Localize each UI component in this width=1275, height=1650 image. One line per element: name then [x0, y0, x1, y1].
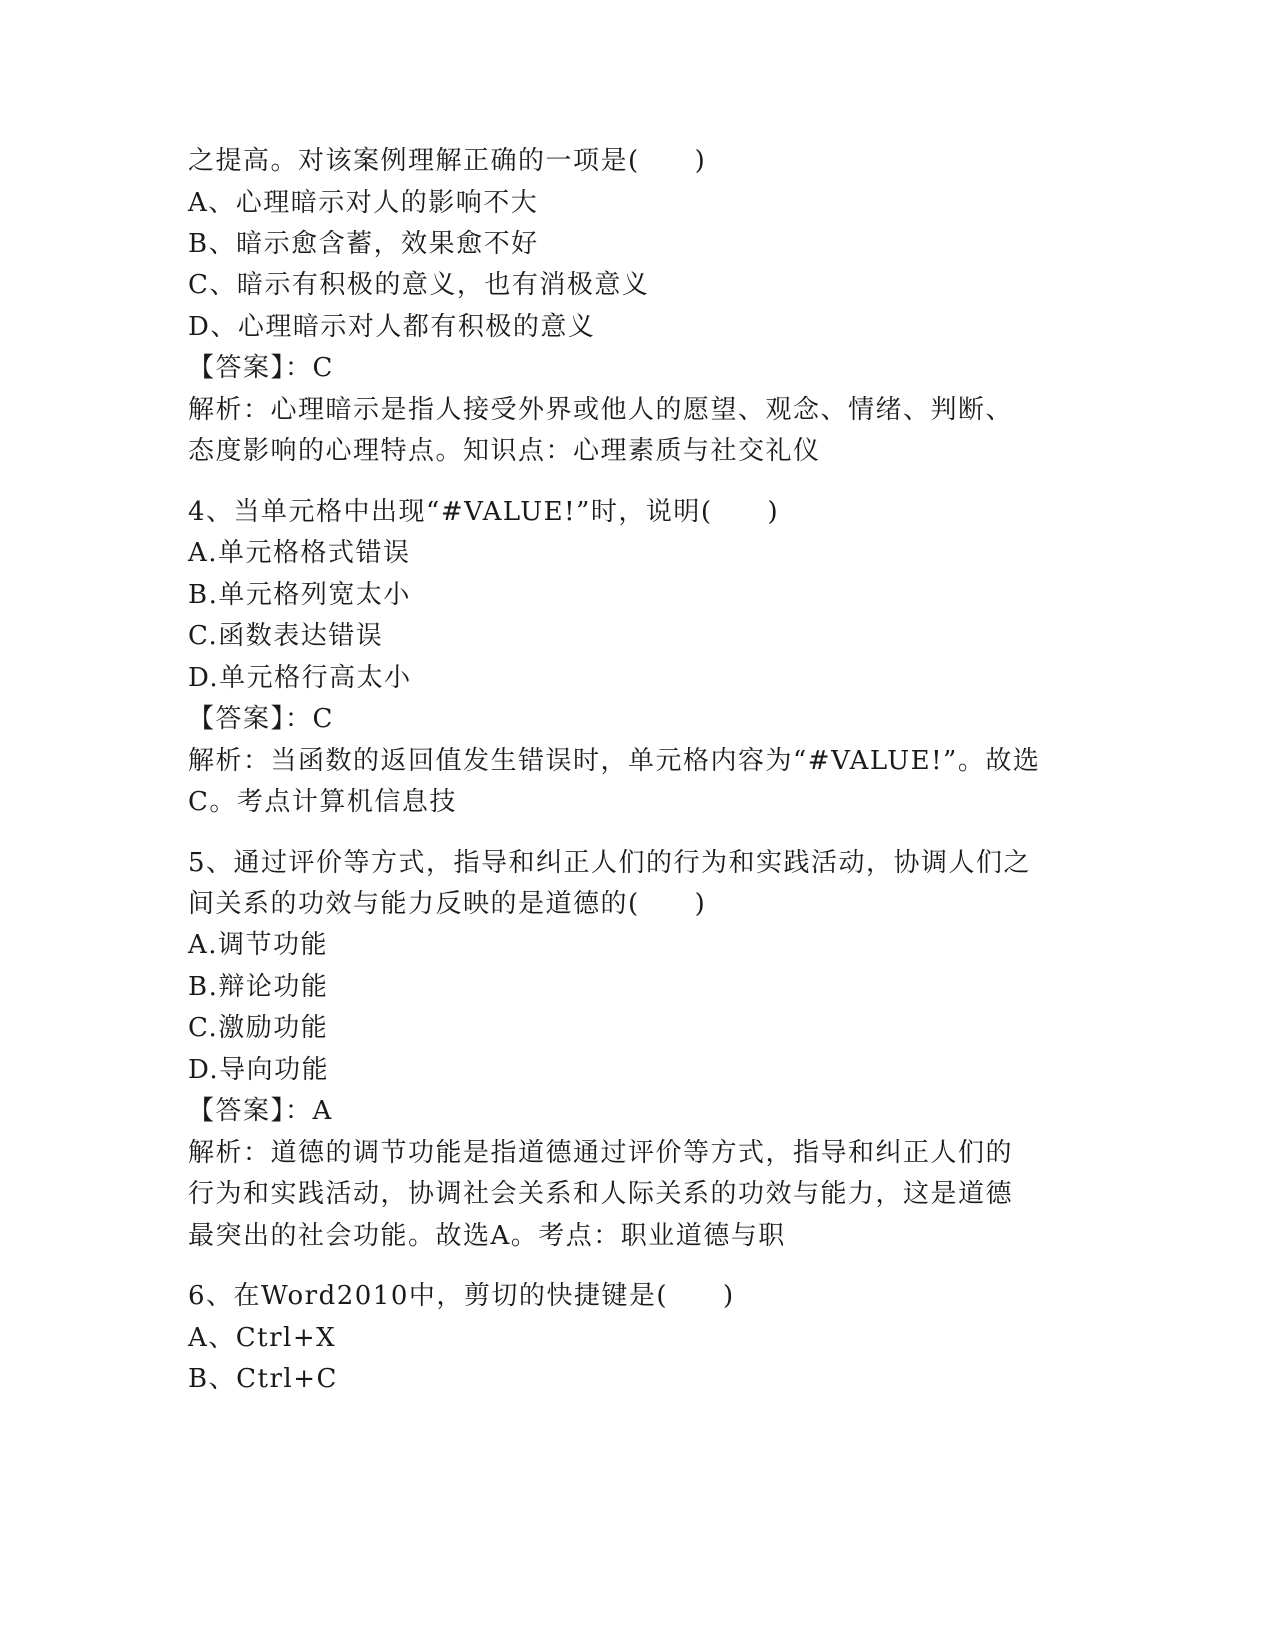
q4-option-a: A.单元格格式错误: [188, 538, 411, 568]
q5-stem-line-1: 5、通过评价等方式，指导和纠正人们的行为和实践活动，协调人们之: [188, 848, 1032, 878]
q6-option-a: A、Ctrl+X: [188, 1323, 337, 1353]
q5-answer: 【答案】：A: [188, 1096, 333, 1126]
q3-option-b: B、暗示愈含蓄，效果愈不好: [188, 229, 539, 259]
q4-answer: 【答案】：C: [188, 704, 334, 734]
q5-option-d: D.导向功能: [188, 1055, 330, 1085]
q5-analysis-line-3: 最突出的社会功能。故选A。考点：职业道德与职: [188, 1221, 786, 1251]
q5-option-c: C.激励功能: [188, 1013, 329, 1043]
q3-option-d: D、心理暗示对人都有积极的意义: [188, 312, 596, 342]
q3-stem: 之提高。对该案例理解正确的一项是( ): [188, 146, 707, 176]
q3-analysis-line-2: 态度影响的心理特点。知识点：心理素质与社交礼仪: [188, 436, 821, 466]
q3-option-c: C、暗示有积极的意义，也有消极意义: [188, 270, 650, 300]
q5-option-b: B.辩论功能: [188, 972, 329, 1002]
q3-answer: 【答案】：C: [188, 353, 334, 383]
q4-analysis-line-2: C。考点计算机信息技: [188, 787, 457, 817]
q3-analysis-line-1: 解析：心理暗示是指人接受外界或他人的愿望、观念、情绪、判断、: [188, 395, 1014, 425]
q6-option-b: B、Ctrl+C: [188, 1364, 338, 1394]
q5-option-a: A.调节功能: [188, 930, 329, 960]
q4-stem: 4、当单元格中出现“#VALUE!”时，说明( ): [188, 497, 780, 527]
q5-stem-line-2: 间关系的功效与能力反映的是道德的( ): [188, 889, 707, 919]
q5-analysis-line-1: 解析：道德的调节功能是指道德通过评价等方式，指导和纠正人们的: [188, 1138, 1014, 1168]
q4-option-b: B.单元格列宽太小: [188, 580, 411, 610]
q4-option-c: C.函数表达错误: [188, 621, 384, 651]
q4-option-d: D.单元格行高太小: [188, 663, 412, 693]
q3-option-a: A、心理暗示对人的影响不大: [188, 188, 539, 218]
q4-analysis-line-1: 解析：当函数的返回值发生错误时，单元格内容为“#VALUE!”。故选: [188, 746, 1041, 776]
q5-analysis-line-2: 行为和实践活动，协调社会关系和人际关系的功效与能力，这是道德: [188, 1179, 1014, 1209]
q6-stem: 6、在Word2010中，剪切的快捷键是( ): [188, 1281, 735, 1311]
